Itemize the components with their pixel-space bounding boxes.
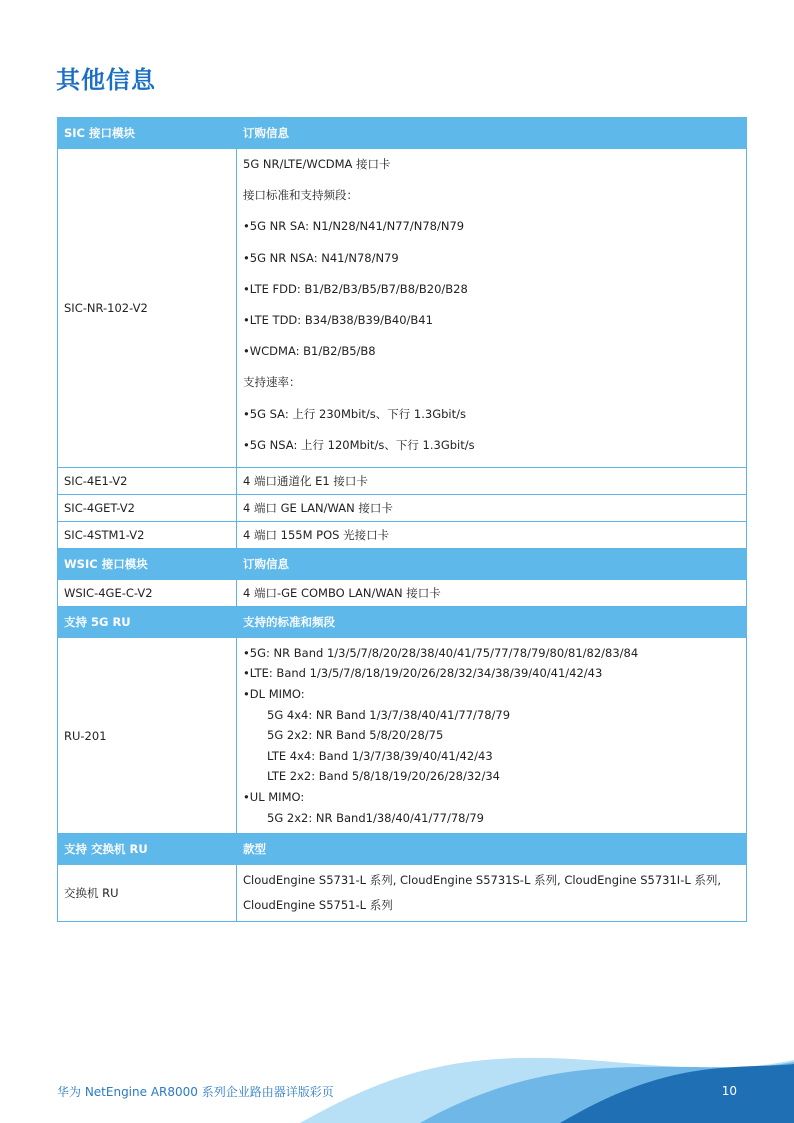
page-title: 其他信息 (56, 66, 156, 94)
page-number: 10 (721, 1084, 737, 1098)
table-row (58, 637, 747, 833)
header-cell: SIC 接口模块 (58, 118, 237, 149)
info-line: •5G NR NSA: N41/N78/N79 (243, 250, 399, 265)
module-name: 交换机 RU (58, 865, 237, 922)
header-cell: 支持的标准和频段 (237, 606, 747, 637)
module-info (237, 865, 747, 922)
table-row (58, 579, 747, 606)
info-line: •5G NR SA: N1/N28/N41/N77/N78/N79 (243, 219, 465, 234)
table-row (58, 865, 747, 922)
info-line: 5G NR/LTE/WCDMA 接口卡 (243, 157, 391, 171)
info-line: •WCDMA: B1/B2/B5/B8 (243, 344, 376, 359)
info-line: 支持速率： (243, 375, 301, 390)
info-line: 5G 4x4: NR Band 1/3/7/38/40/41/77/78/79 (267, 707, 511, 722)
table-row (58, 149, 747, 468)
module-info (237, 149, 747, 468)
info-line: •LTE TDD: B34/B38/B39/B40/B41 (243, 312, 433, 327)
header-cell: WSIC 接口模块 (58, 548, 237, 579)
table-row (58, 467, 747, 494)
footer-text: 华为 NetEngine AR8000 系列企业路由器详版彩页 (57, 1085, 334, 1099)
module-name: SIC-4STM1-V2 (58, 521, 237, 548)
section-header-wsic (58, 548, 747, 579)
module-name: SIC-4E1-V2 (58, 467, 237, 494)
info-line: •5G: NR Band 1/3/5/7/8/20/28/38/40/41/75/77/78/79/80/81/82/83/84 (243, 645, 639, 660)
info-line: LTE 4x4: Band 1/3/7/38/39/40/41/42/43 (267, 748, 493, 763)
module-info: 4 端口-GE COMBO LAN/WAN 接口卡 (237, 579, 747, 606)
info-line: CloudEngine S5731-L 系列, CloudEngine S5731S-L 系列, CloudEngine S5731I-L 系列, (243, 873, 722, 888)
header-cell: 款型 (237, 834, 747, 865)
info-line: 5G 2x2: NR Band 5/8/20/28/75 (267, 728, 444, 743)
module-name: SIC-4GET-V2 (58, 494, 237, 521)
spec-table (57, 117, 747, 922)
info-line: •DL MIMO: (243, 687, 305, 702)
module-info: 4 端口 GE LAN/WAN 接口卡 (237, 494, 747, 521)
module-info (237, 637, 747, 833)
module-name: RU-201 (58, 637, 237, 833)
header-cell: 支持 5G RU (58, 606, 237, 637)
info-line: 5G 2x2: NR Band1/38/40/41/77/78/79 (267, 810, 484, 825)
info-line: •LTE FDD: B1/B2/B3/B5/B7/B8/B20/B28 (243, 281, 468, 296)
section-header-switch-ru (58, 834, 747, 865)
info-line: •5G SA: 上行 230Mbit/s、下行 1.3Gbit/s (243, 406, 466, 421)
module-info: 4 端口通道化 E1 接口卡 (237, 467, 747, 494)
info-line: CloudEngine S5751-L 系列 (243, 898, 393, 913)
header-cell: 订购信息 (237, 118, 747, 149)
info-line: •5G NSA: 上行 120Mbit/s、下行 1.3Gbit/s (243, 437, 475, 452)
info-line: 接口标准和支持频段： (243, 188, 358, 203)
header-cell: 支持 交换机 RU (58, 834, 237, 865)
table-row (58, 521, 747, 548)
module-name: WSIC-4GE-C-V2 (58, 579, 237, 606)
module-info: 4 端口 155M POS 光接口卡 (237, 521, 747, 548)
section-header-5g-ru (58, 606, 747, 637)
info-line: •UL MIMO: (243, 790, 305, 805)
info-line: LTE 2x2: Band 5/8/18/19/20/26/28/32/34 (267, 769, 500, 784)
info-line: •LTE: Band 1/3/5/7/8/18/19/20/26/28/32/34/38/39/40/41/42/43 (243, 666, 603, 681)
section-header-sic (58, 118, 747, 149)
module-name: SIC-NR-102-V2 (58, 149, 237, 468)
header-cell: 订购信息 (237, 548, 747, 579)
table-row (58, 494, 747, 521)
